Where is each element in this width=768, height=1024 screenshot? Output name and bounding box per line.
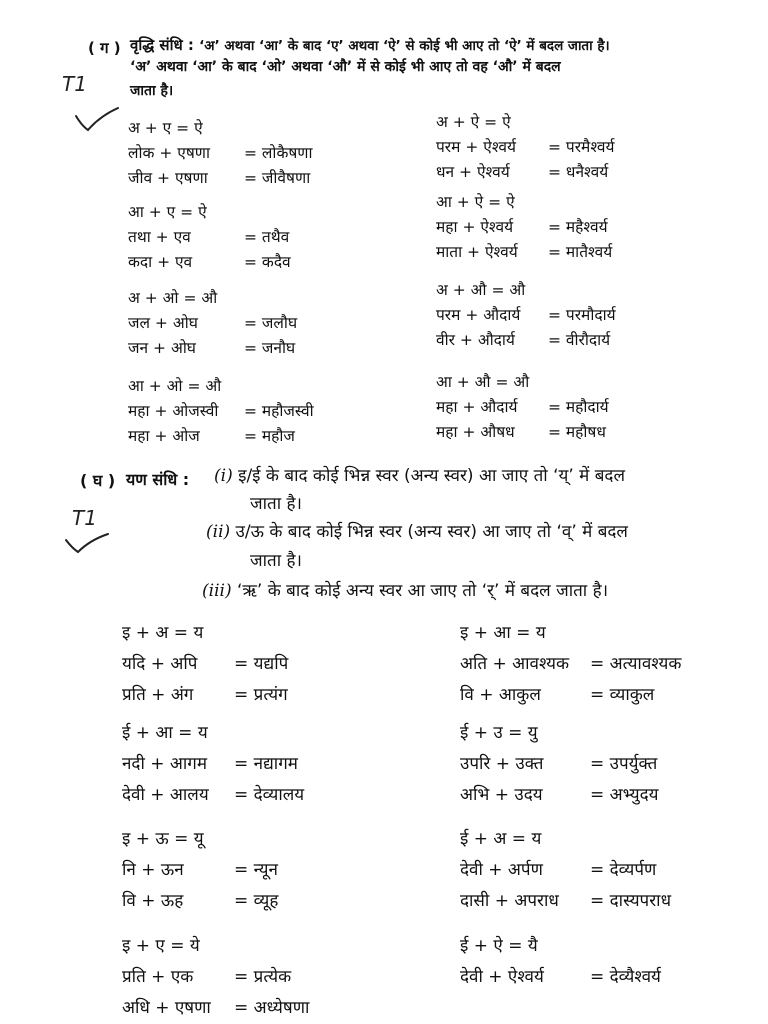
equation-lhs: महा + औदार्य [436,398,518,416]
yan-rule2-text: उ/ऊ के बाद कोई भिन्न स्वर (अन्य स्वर) आ जाए तो ‘व्’ में बदल [235,522,628,542]
equation-group-head: अ + ऐ = ऐ [436,113,511,131]
equation-lhs: वि + ऊह [122,891,184,911]
yan-rule1-num: (i) [214,466,233,486]
equation-result: = देव्यैश्वर्य [590,967,661,987]
equation-lhs: अभि + उदय [460,785,543,805]
equation-row [122,857,278,880]
equation-lhs: जल + ओघ [128,314,198,332]
equation-result: = देव्यालय [234,785,305,805]
equation-group-head: ई + आ = य [122,723,208,743]
equation-row [436,303,616,325]
yan-rule1 [214,464,625,488]
equation-lhs: महा + ओजस्वी [128,402,219,420]
equation-row [122,782,305,805]
yan-rule3-text: ‘ऋ’ के बाद कोई अन्य स्वर आ जाए तो ‘र्’ में बदल जाता है। [236,581,609,601]
equation-result: = तथैव [244,228,290,246]
equation-result: = वीरौदार्य [548,331,611,349]
equation-row [128,141,313,163]
equation-result: = जनौघ [244,339,296,357]
equation-lhs: वीर + औदार्य [436,331,515,349]
equation-row [436,240,613,262]
equation-group-head: अ + ए = ऐ [128,119,203,137]
equation-row [128,166,311,188]
equation-result: = महैश्वर्य [548,218,608,236]
equation-result: = व्याकुल [590,685,655,705]
equation-group-head: आ + औ = औ [436,373,530,391]
yan-rule2-line2: जाता है। [250,551,302,571]
equation-lhs: अति + आवश्यक [460,654,570,674]
equation-lhs: जीव + एषणा [128,169,208,187]
equation-lhs: लोक + एषणा [128,144,211,162]
equation-result: = प्रत्येक [234,967,292,987]
equation-row [128,336,296,358]
checkmark-icon [72,104,122,134]
equation-lhs: यदि + अपि [122,654,198,674]
equation-group-head: ई + ऐ = यै [460,936,538,956]
equation-group-head: इ + ए = ये [122,936,200,956]
equation-lhs: परम + औदार्य [436,306,521,324]
yan-rule3-num: (iii) [202,581,232,601]
equation-lhs: देवी + अर्पण [460,860,543,880]
equation-result: = लोकैषणा [244,144,313,162]
equation-row [460,682,655,705]
equation-row [436,395,609,417]
equation-group-head: अ + ओ = औ [128,289,218,307]
equation-result: = नद्यागम [234,754,298,774]
equation-result: = परमौदार्य [548,306,616,324]
equation-group-head: आ + ओ = औ [128,377,222,395]
equation-group-head: इ + ऊ = यू [122,829,204,849]
checkmark-icon-2 [62,530,112,556]
equation-lhs: जन + ओघ [128,339,196,357]
equation-row [128,399,314,421]
equation-lhs: परम + ऐश्वर्य [436,138,517,156]
equation-lhs: महा + ओज [128,427,200,445]
equation-lhs: प्रति + एक [122,967,194,987]
equation-row [436,160,609,182]
equation-lhs: धन + ऐश्वर्य [436,163,510,181]
yan-title: यण संधि : [126,470,190,489]
equation-row [460,751,658,774]
equation-lhs: प्रति + अंग [122,685,194,705]
equation-row [460,651,682,674]
equation-group-head: आ + ए = ऐ [128,203,207,221]
equation-row [122,995,310,1018]
equation-result: = न्यून [234,860,278,880]
equation-lhs: तथा + एव [128,228,191,246]
equation-result: = जीवैषणा [244,169,311,187]
equation-lhs: उपरि + उक्त [460,754,544,774]
equation-result: = दास्यपराध [590,891,672,911]
equation-result: = मातैश्वर्य [548,243,613,261]
vriddhi-rule-line3: जाता है। [130,83,174,99]
equation-lhs: कदा + एव [128,253,193,271]
equation-row [128,311,298,333]
equation-result: = उपर्युक्त [590,754,658,774]
yan-rule2-num: (ii) [206,522,231,542]
equation-row [436,135,615,157]
equation-result: = महौजस्वी [244,402,314,420]
yan-label: ( घ ) [80,471,116,490]
equation-lhs: नदी + आगम [122,754,208,774]
equation-result: = परमैश्वर्य [548,138,615,156]
equation-row [128,225,290,247]
vriddhi-label: ( ग ) [88,39,121,57]
equation-result: = महौषध [548,423,606,441]
equation-row [122,888,279,911]
equation-row [436,328,611,350]
equation-group-head: इ + अ = य [122,623,204,643]
equation-result: = देव्यर्पण [590,860,657,880]
vriddhi-title: वृद्धि संधि : [130,36,194,54]
equation-row [460,857,657,880]
equation-result: = अध्येषणा [234,998,310,1018]
equation-lhs: देवी + ऐश्वर्य [460,967,544,987]
equation-group-head: ई + उ = यु [460,723,538,743]
equation-row [122,651,289,674]
equation-row [460,964,661,987]
equation-lhs: देवी + आलय [122,785,209,805]
equation-result: = जलौघ [244,314,298,332]
equation-lhs: दासी + अपराध [460,891,559,911]
vriddhi-rule-line2: ‘अ’ अथवा ‘आ’ के बाद ‘ओ’ अथवा ‘औ’ में से कोई भी आए तो वह ‘औ’ में बदल [130,59,561,75]
equation-row [128,250,291,272]
equation-group-head: आ + ऐ = ऐ [436,193,515,211]
equation-row [122,964,292,987]
equation-result: = व्यूह [234,891,279,911]
equation-row [122,751,298,774]
equation-lhs: अधि + एषणा [122,998,211,1018]
equation-lhs: वि + आकुल [460,685,541,705]
vriddhi-rule-line1 [130,34,610,57]
equation-group-head: इ + आ = य [460,623,546,643]
handwritten-t1-mark: T1 [62,72,87,96]
equation-result: = धनैश्वर्य [548,163,609,181]
equation-lhs: नि + ऊन [122,860,184,880]
equation-group-head: ई + अ = य [460,829,542,849]
equation-result: = महौदार्य [548,398,609,416]
yan-rule2 [206,520,628,544]
yan-rule1-line2: जाता है। [250,494,302,514]
equation-result: = प्रत्यंग [234,685,288,705]
equation-group-head: अ + औ = औ [436,281,526,299]
yan-rule1-text: इ/ई के बाद कोई भिन्न स्वर (अन्य स्वर) आ जाए तो ‘य्’ में बदल [238,466,625,486]
equation-row [128,424,295,446]
equation-row [460,782,659,805]
equation-lhs: महा + औषध [436,423,515,441]
equation-result: = अत्यावश्यक [590,654,682,674]
equation-result: = महौज [244,427,295,445]
equation-row [122,682,288,705]
yan-rule3 [202,579,608,603]
handwritten-t1-mark-2: T1 [72,506,97,530]
equation-lhs: महा + ऐश्वर्य [436,218,514,236]
equation-lhs: माता + ऐश्वर्य [436,243,518,261]
equation-result: = अभ्युदय [590,785,659,805]
equation-result: = कदैव [244,253,291,271]
equation-row [436,420,606,442]
vriddhi-rule-text1: ‘अ’ अथवा ‘आ’ के बाद ‘ए’ अथवा ‘ऐ’ से कोई भी आए तो ‘ऐ’ में बदल जाता है। [199,38,610,54]
equation-row [436,215,608,237]
equation-result: = यद्यपि [234,654,289,674]
equation-row [460,888,672,911]
